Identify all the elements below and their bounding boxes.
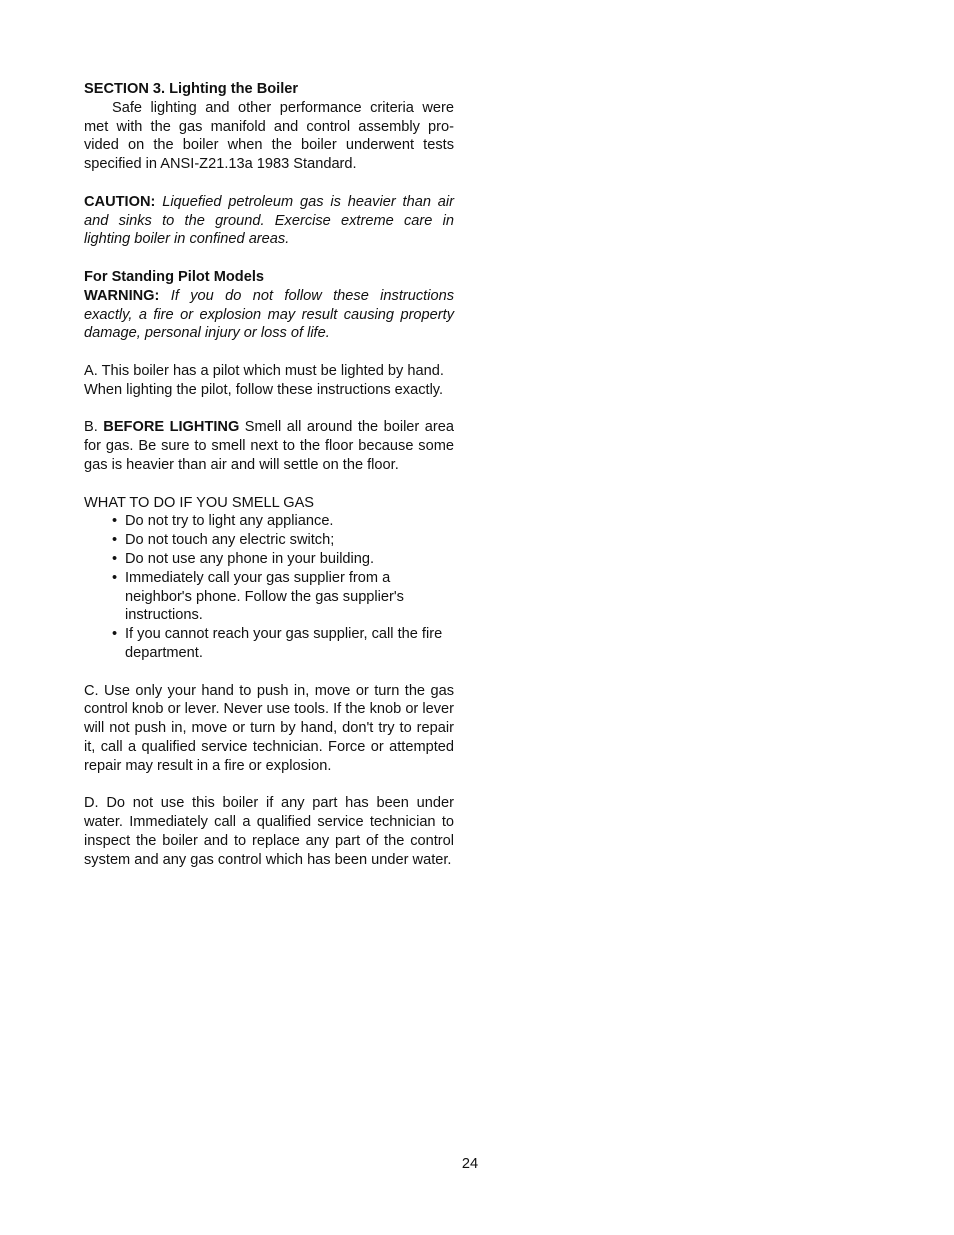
list-item: • If you cannot reach your gas supplier, call the fire department. — [112, 626, 443, 661]
warning-text: If you do not follow these instructions exactly, a fire or explosion may result causing property damage, personal injury or loss of life. — [84, 287, 454, 342]
step-b — [84, 418, 454, 474]
bullet-icon: • — [112, 626, 118, 643]
section-title: SECTION 3. Lighting the Boiler — [84, 81, 299, 97]
warning-paragraph — [84, 287, 454, 343]
step-a: A. This boiler has a pilot which must be lighted by hand. When lighting the pilot, follow these instructions exactly. — [84, 362, 444, 398]
caution-text: Liquefied petroleum gas is heavier than air and sinks to the ground. Exercise extreme care in lighting boiler in confined areas. — [84, 193, 454, 248]
list-item: • Do not touch any electric switch; — [112, 532, 335, 549]
list-item: • Do not use any phone in your building. — [112, 550, 375, 567]
bullet-icon: • — [112, 550, 118, 567]
step-c: C. Use only your hand to push in, move or turn the gas control knob or lever. Never use tools. If the knob or lever will not push in, move or turn by hand, don't try to repair it, call a qualified service technician. Force or attempted repair may result in a fire or explosion. — [84, 682, 454, 774]
smell-gas-list — [84, 512, 454, 662]
page-content — [84, 80, 454, 869]
step-b-bold: BEFORE LIGHTING — [103, 419, 240, 436]
step-b-text: Smell all around the boiler area for gas. Be sure to smell next to the floor because some gas is heavier than air and will settle on the floor. — [84, 419, 454, 473]
caution-label: CAUTION: — [84, 193, 156, 210]
standing-pilot-heading: For Standing Pilot Models — [84, 268, 264, 285]
step-d: D. Do not use this boiler if any part has been under water. Immediately call a qualified service technician to inspect the boiler and to replace any part of the control system and any gas control which has been under water. — [84, 795, 454, 868]
bullet-icon: • — [112, 513, 118, 530]
step-b-prefix: B. — [84, 419, 104, 436]
smell-gas-heading: WHAT TO DO IF YOU SMELL GAS — [84, 494, 315, 511]
list-item: • Do not try to light any appliance. — [112, 513, 334, 530]
caution-paragraph — [84, 193, 454, 249]
page-number: 24 — [461, 1156, 479, 1172]
bullet-icon: • — [112, 532, 118, 549]
section-intro: Safe lighting and other performance criteria were met with the gas manifold and control assembly pro-vided on the boiler when the boiler underwent tests specified in ANSI-Z21.13a 1983 Standard. — [84, 99, 454, 173]
list-item: • Immediately call your gas supplier from a neighbor's phone. Follow the gas supplier's instructions. — [112, 569, 404, 624]
warning-label: WARNING: — [84, 287, 160, 304]
bullet-icon: • — [112, 569, 118, 586]
